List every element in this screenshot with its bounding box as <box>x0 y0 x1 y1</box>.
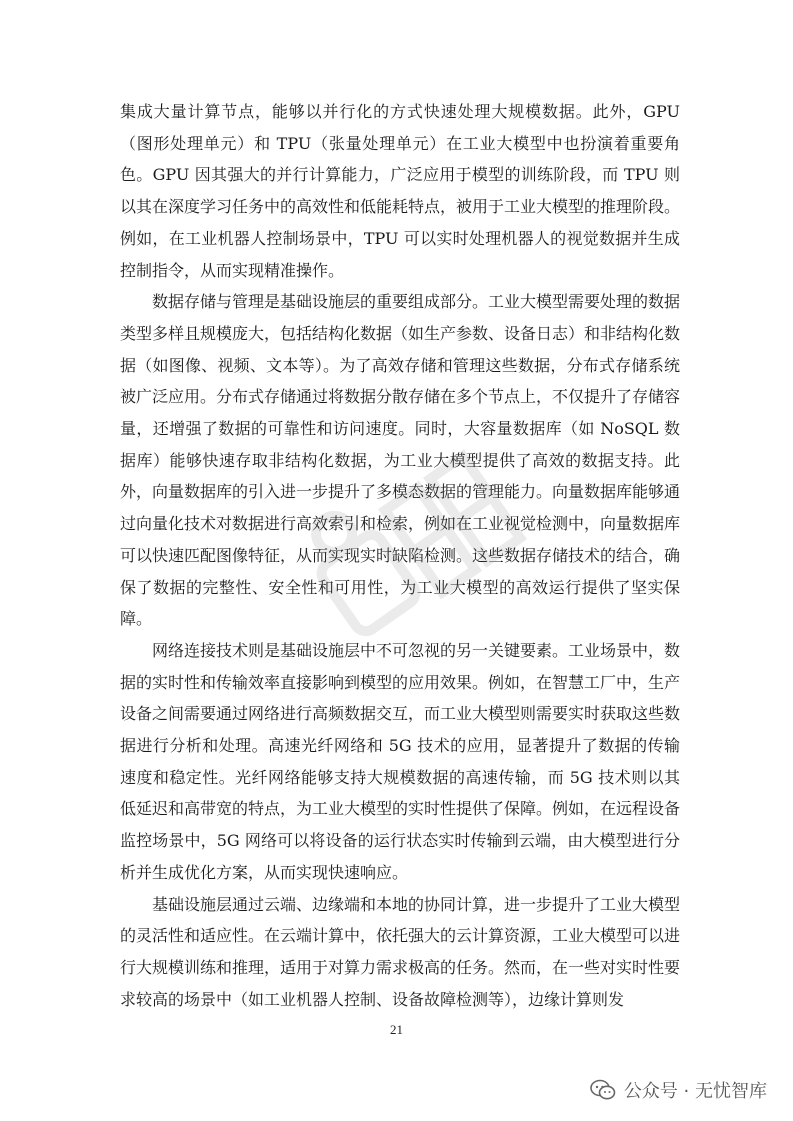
footer-brand <box>590 1075 767 1105</box>
document-body <box>120 96 680 1015</box>
wechat-icon <box>590 1079 616 1101</box>
paragraph-2: 数据存储与管理是基础设施层的重要组成部分。工业大模型需要处理的数据类型多样且规模庞大，包括结构化数据（如生产参数、设备日志）和非结构化数据（如图像、视频、文本等）。为了高效存储和管理这些数据，分布式存储系统被广泛应用。分布式存储通过将数据分散存储在多个节点上，不仅提升了存储容量，还增强了数据的可靠性和访问速度。同时，大容量数据库（如 NoSQL 数据库）能够快速存取非结构化数据，为工业大模型提供了高效的数据支持。此外，向量数据库的引入进一步提升了多模态数据的管理能力。向量数据库能够通过向量化技术对数据进行高效索引和检索，例如在工业视觉检测中，向量数据库可以快速匹配图像特征，从而实现实时缺陷检测。这些数据存储技术的结合，确保了数据的完整性、安全性和可用性，为工业大模型的高效运行提供了坚实保障。 <box>120 292 681 629</box>
paragraph-1: 集成大量计算节点，能够以并行化的方式快速处理大规模数据。此外，GPU（图形处理单元）和 TPU（张量处理单元）在工业大模型中也扮演着重要角色。GPU 因其强大的并行计算能力，广泛应用于模型的训练阶段，而 TPU 则以其在深度学习任务中的高效性和低能耗特点，被用于工业大模型的推理阶段。例如，在工业机器人控制场景中，TPU 可以实时处理机器人的视觉数据并生成控制指令，从而实现精准操作。 <box>120 102 681 280</box>
page-number: 21 <box>390 1022 403 1037</box>
paragraph-3: 网络连接技术则是基础设施层中不可忽视的另一关键要素。工业场景中，数据的实时性和传输效率直接影响到模型的应用效果。例如，在智慧工厂中，生产设备之间需要通过网络进行高频数据交互，而工业大模型则需要实时获取这些数据进行分析和处理。高速光纤网络和 5G 技术的应用，显著提升了数据的传输速度和稳定性。光纤网络能够支持大规模数据的高速传输，而 5G 技术则以其低延迟和高带宽的特点，为工业大模型的实时性提供了保障。例如，在远程设备监控场景中，5G 网络可以将设备的运行状态实时传输到云端，由大模型进行分析并生成优化方案，从而实现快速响应。 <box>120 640 681 882</box>
paragraph-4: 基础设施层通过云端、边缘端和本地的协同计算，进一步提升了工业大模型的灵活性和适应性。在云端计算中，依托强大的云计算资源，工业大模型可以进行大规模训练和推理，适用于对算力需求极高的任务。然而，在一些对实时性要求较高的场景中（如工业机器人控制、设备故障检测等），边缘计算则发 <box>120 894 681 1009</box>
footer-brand-label: 公众号 · 无忧智库 <box>623 1081 767 1102</box>
